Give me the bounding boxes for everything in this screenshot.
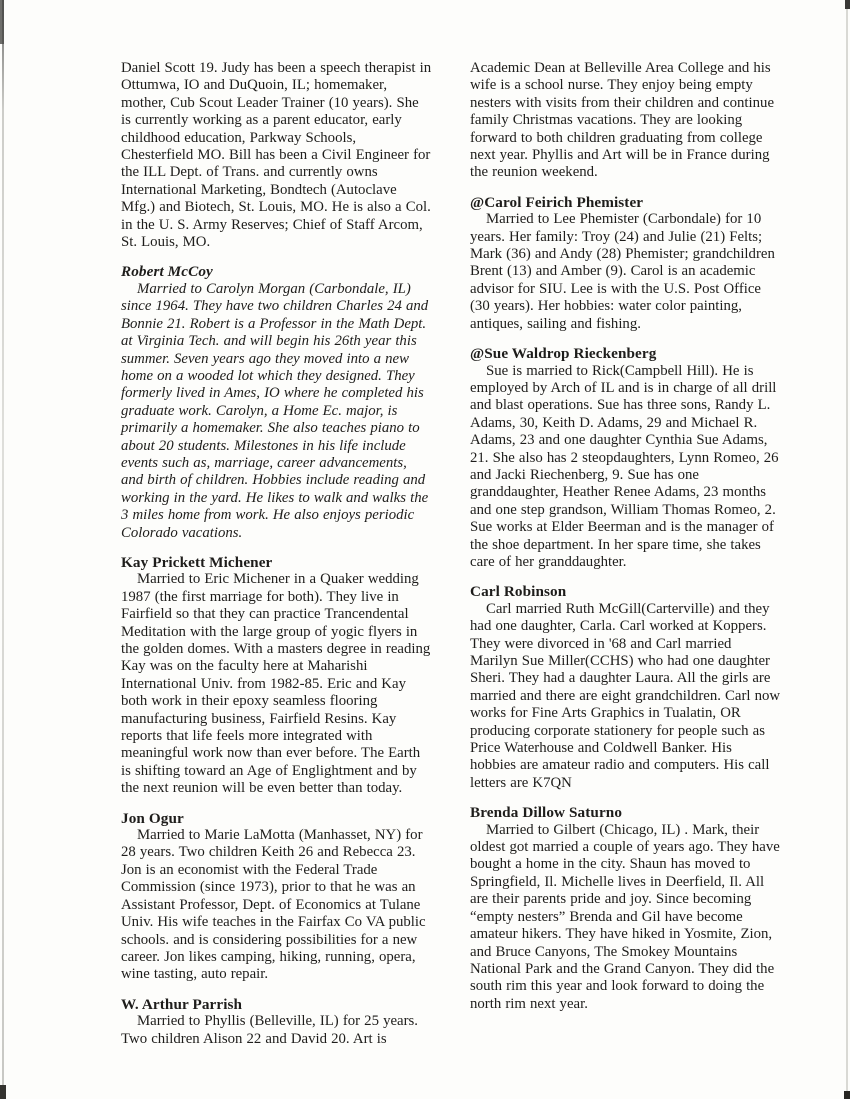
bio-heading: W. Arthur Parrish <box>121 995 243 1013</box>
bio-heading: Brenda Dillow Saturno <box>470 804 623 822</box>
bio-body: Carl married Ruth McGill(Carterville) and they had one daughter, Carla. Carl worked at Koppers. They were divorced in '68 and Carl married Marilyn Sue Miller(CCHS) who had one daughter Sheri. They had a daughter Laura. All the girls are married and there are eight grandchildren. Carl now works for Fine Arts Graphics in Tualatin, OR producing corporate stationery for people such as Price Waterhouse and Coldwell Banker. His hobbies are amateur radio and computers. His call letters are K7QN <box>470 600 781 791</box>
bio-body: Married to Lee Phemister (Carbondale) for 10 years. Her family: Troy (24) and Julie (21) Felts; Mark (36) and Andy (28) Phemister; grandchildren Brent (13) and Amber (9). Carol is an academic advisor for SIU. Lee is with the U.S. Post Office (30 years). Her hobbies: water color painting, antiques, sailing and fishing. <box>470 211 775 332</box>
bio-body: Sue is married to Rick(Campbell Hill). He is employed by Arch of IL and is in charge of all drill and blast operations. Sue has three sons, Randy L. Adams, 30, Keith D. Adams, 29 and Michael R. Adams, 23 and one daughter Cynthia Sue Adams, 21. She also has 2 steopdaughters, Lynn Romeo, 26 and Jacki Riechenberg, 9. Sue has one granddaughter, Heather Renee Adams, 23 months and one step grandson, William Thomas Romeo, 2. Sue works at Elder Beerman and is the manager of the shoe department. In her spare time, she takes care of her granddaughter. <box>470 362 779 570</box>
bio-section <box>470 345 781 571</box>
column-left <box>121 60 432 1048</box>
scan-mark-bottom-left <box>0 1085 6 1099</box>
bio-body: Married to Carolyn Morgan (Carbondale, IL) since 1964. They have two children Charles 24 and Bonnie 21. Robert is a Professor in the Math Dept. at Virginia Tech. and will begin his 26th year this summer. Seven years ago they moved into a new home on a wooded lot which they designed. They formerly lived in Ames, IO where he completed his graduate work. Carolyn, a Home Ec. major, is primarily a homemaker. She also teaches piano to about 20 students. Milestones in his life include events such as, marriage, career advancements, and birth of children. Hobbies include reading and working in the yard. He likes to walk and walks the 3 miles home from work. He also enjoys periodic Colorado vacations. <box>121 280 429 541</box>
bio-section <box>470 60 781 182</box>
bio-section <box>121 996 432 1048</box>
text-columns <box>121 60 781 1048</box>
bio-heading: Jon Ogur <box>121 809 184 827</box>
scan-mark-bottom-right <box>844 1091 850 1099</box>
bio-heading: Kay Prickett Michener <box>121 553 273 571</box>
bio-heading: Carl Robinson <box>470 583 567 601</box>
scan-mark-top-right <box>845 0 850 9</box>
bio-heading: Robert McCoy <box>121 263 213 281</box>
bio-section <box>121 810 432 984</box>
bio-body: Married to Marie LaMotta (Manhasset, NY) for 28 years. Two children Keith 26 and Rebecca 23. Jon is an economist with the Federal Trade Commission (since 1973), prior to that he was an Assistant Professor, Dept. of Economics at Tulane Univ. His wife teaches in the Fairfax Co VA public schools. and is considering possibilities for a new career. Jon likes camping, hiking, running, opera, wine tasting, auto repair. <box>121 827 426 983</box>
bio-section <box>121 60 432 251</box>
bio-section <box>470 583 781 792</box>
bio-heading: @Carol Feirich Phemister <box>470 193 644 211</box>
bio-section <box>470 804 781 1013</box>
bio-body: Married to Eric Michener in a Quaker wedding 1987 (the first marriage for both). They live in Fairfield so that they can practice Trancendental Meditation with the large group of yogic flyers in the golden domes. With a masters degree in reading Kay was on the faculty here at Maharishi International Univ. from 1982-85. Eric and Kay both work in their epoxy seamless flooring manufacturing business, Fairfield Resins. Kay reports that life feels more integrated with meaningful work now than ever before. The Earth is shifting toward an Age of Englightment and by the next reunion will be even better than today. <box>121 571 431 797</box>
scan-edge-right-line <box>846 0 848 1099</box>
scan-mark-top-left <box>0 0 4 44</box>
column-right <box>470 60 781 1048</box>
bio-section <box>470 194 781 333</box>
bio-body: Daniel Scott 19. Judy has been a speech therapist in Ottumwa, IO and DuQuoin, IL; homemaker, mother, Cub Scout Leader Trainer (10 years). She is currently working as a parent educator, early childhood education, Parkway Schools, Chesterfield MO. Bill has been a Civil Engineer for the ILL Dept. of Trans. and currently owns International Marketing, Bondtech (Autoclave Mfg.) and Biotech, St. Louis, MO. He is also a Col. in the U. S. Army Reserves; Chief of Staff Arcom, St. Louis, MO. <box>121 60 432 251</box>
bio-body: Married to Phyllis (Belleville, IL) for 25 years. Two children Alison 22 and David 20. Art is <box>121 1013 418 1047</box>
bio-section <box>121 554 432 798</box>
bio-section <box>121 263 432 542</box>
bio-body: Married to Gilbert (Chicago, IL) . Mark, their oldest got married a couple of years ago. They have bought a home in the city. Shaun has moved to Springfield, Il. Michelle lives in Deerfield, Il. All are their parents pride and joy. Since becoming “empty nesters” Brenda and Gil have become amateur hikers. They have hiked in Yosmite, Zion, and Bruce Canyons, The Smokey Mountains National Park and the Grand Canyon. They did the south rim this year and look forward to doing the north rim next year. <box>470 821 780 1012</box>
bio-body: Academic Dean at Belleville Area College and his wife is a school nurse. They enjoy being empty nesters with visits from their children and continue family Christmas vacations. They are looking forward to both children graduating from college next year. Phyllis and Art will be in France during the reunion weekend. <box>470 60 775 181</box>
scan-edge-left-line <box>2 0 4 1099</box>
bio-heading: @Sue Waldrop Rieckenberg <box>470 345 657 363</box>
